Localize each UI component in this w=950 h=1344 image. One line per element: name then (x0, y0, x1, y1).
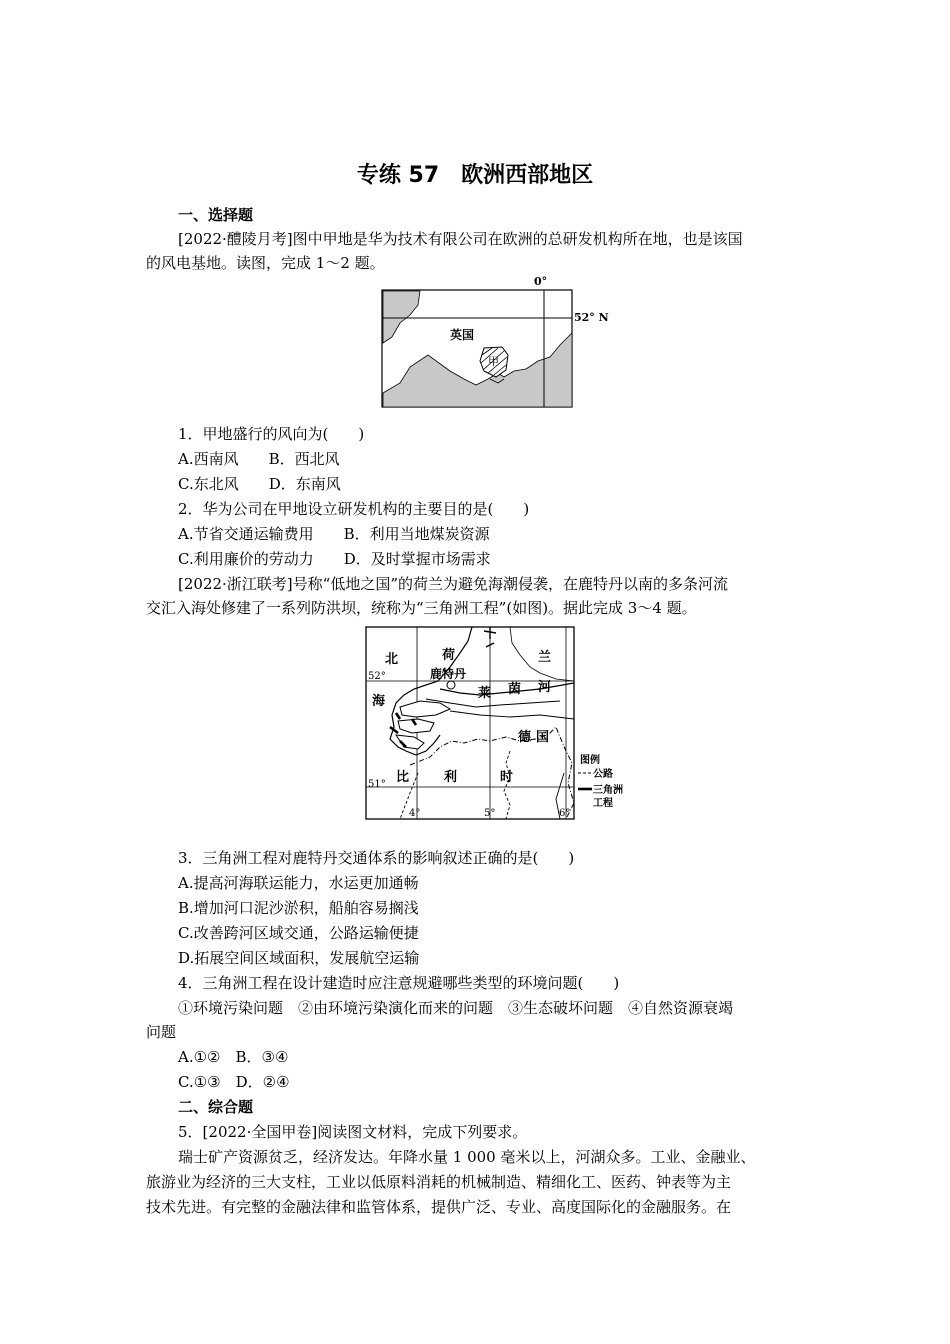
legend-road: 公路 (593, 769, 613, 780)
question-3-stem: 3．三角洲工程对鹿特丹交通体系的影响叙述正确的是( ) (178, 849, 575, 867)
label-sea: 海 (372, 694, 386, 709)
map-england-svg (380, 275, 615, 410)
legend-project-2: 工程 (593, 798, 613, 809)
question-1-stem: 1．甲地盛行的风向为( ) (178, 425, 365, 443)
question-3-option-b: B.增加河口泥沙淤积，船舶容易搁浅 (178, 899, 419, 917)
label-rhine-2: 茵 (508, 682, 522, 697)
label-lat-51: 51° (368, 779, 386, 790)
question-5-paragraph-line1: 瑞士矿产资源贫乏，经济发达。年降水量 1 000 毫米以上，河湖众多。工业、金融业、 (178, 1148, 756, 1166)
map-delta-figure (360, 623, 635, 823)
question-5-paragraph-line3: 技术先进。有完整的金融法律和监管体系，提供广泛、专业、高度国际化的金融服务。在 (146, 1198, 732, 1216)
label-lon-5: 5° (484, 808, 496, 819)
question-5-stem: 5．[2022·全国甲卷]阅读图文材料，完成下列要求。 (178, 1123, 528, 1141)
label-rotterdam: 鹿特丹 (430, 667, 467, 681)
map-england-figure (380, 275, 615, 410)
question-3-option-c: C.改善跨河区域交通，公路运输便捷 (178, 924, 419, 942)
question-4-items-line2: 问题 (146, 1023, 177, 1041)
section-heading-comprehensive: 二、综合题 (178, 1098, 254, 1116)
question-2-options-ab: A.节省交通运输费用 B．利用当地煤炭资源 (178, 525, 490, 543)
intro-paragraph-2-line2: 交汇入海处修建了一系列防洪坝，统称为“三角洲工程”(如图)。据此完成 3～4 题。 (146, 599, 697, 617)
label-lon-6: 6° (559, 808, 571, 819)
label-lon-4: 4° (409, 808, 421, 819)
question-4-options-cd: C.①③ D．②④ (178, 1073, 290, 1091)
intro-paragraph-1-line2: 的风电基地。读图，完成 1～2 题。 (146, 254, 385, 272)
question-5-paragraph-line2: 旅游业为经济的三大支柱，工业以低原料消耗的机械制造、精细化工、医药、钟表等为主 (146, 1173, 732, 1191)
label-rhine-1: 莱 (478, 686, 492, 701)
legend-project-1: 三角洲 (593, 785, 623, 796)
label-lat-52: 52° (368, 671, 386, 682)
section-heading-choice: 一、选择题 (178, 206, 254, 224)
question-2-options-cd: C.利用廉价的劳动力 D．及时掌握市场需求 (178, 550, 491, 568)
label-belgium-3: 时 (500, 770, 514, 785)
question-3-option-d: D.拓展空间区域面积，发展航空运输 (178, 949, 420, 967)
map-legend (578, 753, 623, 809)
map-delta-svg (360, 623, 635, 823)
question-4-options-ab: A.①② B．③④ (178, 1048, 289, 1066)
page-title: 专练 57 欧洲西部地区 (356, 163, 594, 188)
label-nl-1: 荷 (442, 648, 456, 663)
question-1-options-cd: C.东北风 D．东南风 (178, 475, 341, 493)
intro-paragraph-2-line1: [2022·浙江联考]号称“低地之国”的荷兰为避免海潮侵袭，在鹿特丹以南的多条河流 (178, 575, 728, 593)
label-nl-2: 兰 (538, 650, 552, 665)
site-label: 甲 (488, 355, 499, 368)
label-germany-2: 国 (536, 730, 550, 745)
question-3-option-a: A.提高河海联运能力，水运更加通畅 (178, 874, 419, 892)
intro-paragraph-1-line1: [2022·醴陵月考]图中甲地是华为技术有限公司在欧洲的总研发机构所在地，也是该国 (178, 230, 743, 248)
label-rhine-3: 河 (538, 680, 552, 695)
label-belgium-1: 比 (396, 770, 410, 785)
country-label: 英国 (450, 328, 475, 342)
label-north: 北 (385, 652, 399, 667)
parallel-label: 52° N (574, 311, 609, 324)
label-belgium-2: 利 (444, 770, 458, 785)
meridian-label: 0° (534, 275, 548, 288)
question-1-options-ab: A.西南风 B．西北风 (178, 450, 340, 468)
legend-title: 图例 (580, 755, 600, 766)
label-germany-1: 德 (518, 730, 532, 745)
question-4-stem: 4．三角洲工程在设计建造时应注意规避哪些类型的环境问题( ) (178, 974, 620, 992)
question-4-items-line1: ①环境污染问题 ②由环境污染演化而来的问题 ③生态破坏问题 ④自然资源衰竭 (178, 999, 734, 1017)
question-2-stem: 2．华为公司在甲地设立研发机构的主要目的是( ) (178, 500, 530, 518)
